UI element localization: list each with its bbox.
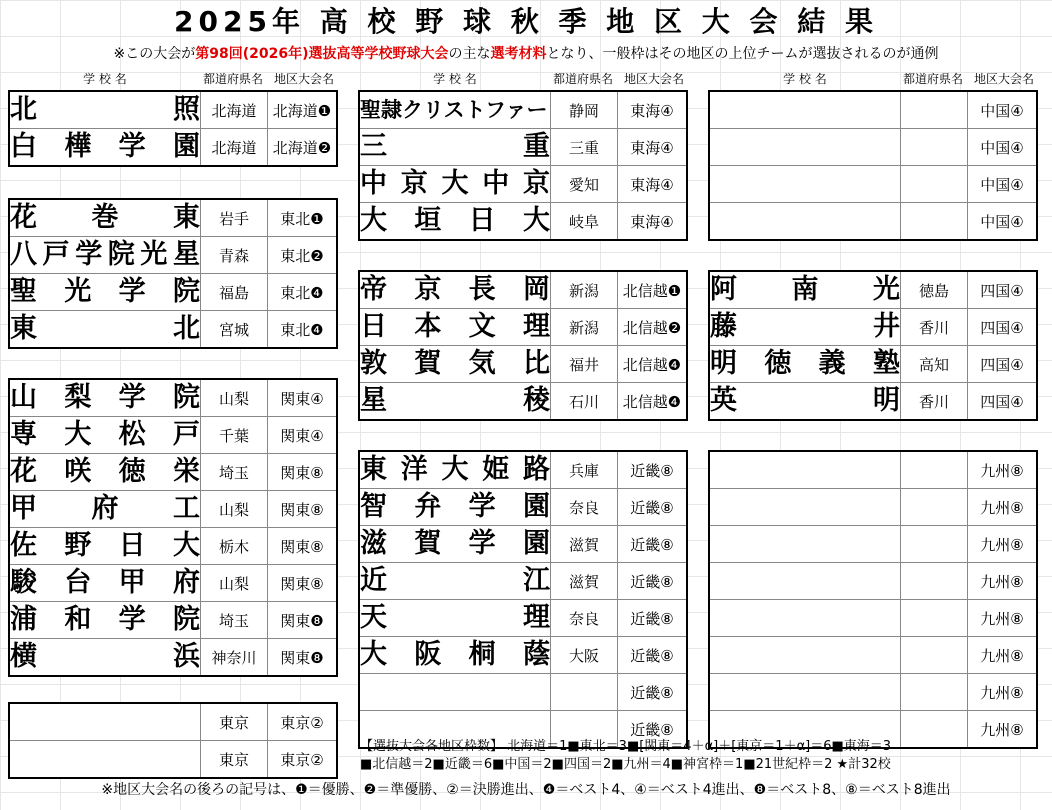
prefecture-cell: 東京	[201, 741, 268, 779]
prefecture-cell	[901, 563, 968, 600]
table-row	[359, 309, 687, 346]
school-name: 三 重	[360, 131, 550, 162]
school-group	[8, 90, 338, 167]
school-name-cell	[9, 311, 201, 349]
school-name-cell	[359, 489, 551, 526]
page-title: 2025年 高 校 野 球 秋 季 地 区 大 会 結 果	[174, 5, 878, 38]
table-row	[9, 379, 337, 417]
table-row	[359, 383, 687, 421]
table-row	[359, 563, 687, 600]
school-name: 聖隷クリストファー	[360, 98, 548, 122]
header-school-1: 学 校 名	[83, 72, 127, 86]
table-row	[359, 451, 687, 489]
header-region-3: 地区大会名	[973, 72, 1034, 86]
school-group	[358, 450, 688, 749]
table-row	[359, 526, 687, 563]
region-result-cell: 関東④	[268, 417, 338, 454]
school-name-cell	[9, 491, 201, 528]
table-row	[9, 528, 337, 565]
prefecture-cell	[901, 129, 968, 166]
region-result-cell: 関東⑧	[268, 528, 338, 565]
region-result-cell: 中国④	[968, 129, 1038, 166]
region-result-cell: 九州⑧	[968, 600, 1038, 637]
table-row	[709, 489, 1037, 526]
prefecture-cell: 香川	[901, 383, 968, 421]
table-row	[9, 639, 337, 677]
region-result-cell: 東北❶	[268, 199, 338, 237]
prefecture-cell: 新潟	[551, 309, 618, 346]
prefecture-cell: 滋賀	[551, 563, 618, 600]
table-row	[709, 637, 1037, 674]
region-result-cell: 近畿⑧	[618, 451, 688, 489]
region-result-cell: 九州⑧	[968, 489, 1038, 526]
school-name-cell	[9, 639, 201, 677]
school-name-cell	[709, 526, 901, 563]
school-name-cell	[9, 565, 201, 602]
table-row	[9, 703, 337, 741]
school-name: 佐 野 日 大	[10, 530, 200, 561]
region-result-cell: 関東⑧	[268, 454, 338, 491]
region-result-cell: 中国④	[968, 203, 1038, 241]
school-name: 東 洋 大 姫 路	[360, 454, 550, 485]
prefecture-cell	[551, 674, 618, 711]
prefecture-cell: 石川	[551, 383, 618, 421]
school-name-cell	[359, 563, 551, 600]
table-row	[359, 346, 687, 383]
school-name-cell	[709, 91, 901, 129]
school-name-cell	[359, 203, 551, 241]
school-name: 滋 賀 学 園	[360, 528, 550, 559]
table-row	[709, 600, 1037, 637]
prefecture-cell: 岐阜	[551, 203, 618, 241]
school-name-cell	[9, 91, 201, 129]
header-pref-3: 都道府県名	[902, 72, 963, 86]
region-result-cell: 四国④	[968, 309, 1038, 346]
school-name: 横 浜	[10, 641, 200, 672]
region-result-cell: 北海道❷	[268, 129, 338, 167]
table-row	[709, 271, 1037, 309]
table-row	[709, 526, 1037, 563]
region-result-cell: 九州⑧	[968, 526, 1038, 563]
school-name-cell	[359, 451, 551, 489]
school-name-cell	[9, 199, 201, 237]
prefecture-cell: 香川	[901, 309, 968, 346]
school-name: 専 大 松 戸	[10, 419, 200, 450]
subtitle: ※この大会が第98回(2026年)選抜高等学校野球大会の主な選考材料となり、一般枠はその地区の上位チームが選抜されるのが通例	[113, 46, 939, 62]
school-name-cell	[709, 271, 901, 309]
table-row	[9, 129, 337, 167]
school-name: 敦 賀 気 比	[360, 348, 550, 379]
region-result-cell: 北信越❹	[618, 383, 688, 421]
school-name-cell	[709, 346, 901, 383]
school-name-cell	[9, 237, 201, 274]
prefecture-cell: 愛知	[551, 166, 618, 203]
region-result-cell: 九州⑧	[968, 637, 1038, 674]
prefecture-cell	[901, 637, 968, 674]
region-result-cell: 北信越❹	[618, 346, 688, 383]
table-row	[9, 237, 337, 274]
prefecture-cell: 滋賀	[551, 526, 618, 563]
prefecture-cell	[901, 674, 968, 711]
region-result-cell: 四国④	[968, 383, 1038, 421]
table-row	[9, 199, 337, 237]
school-name: 大 阪 桐 蔭	[360, 639, 550, 670]
school-name: 日 本 文 理	[360, 311, 550, 342]
prefecture-cell: 新潟	[551, 271, 618, 309]
school-group	[8, 378, 338, 677]
prefecture-cell: 北海道	[201, 129, 268, 167]
school-name-cell	[9, 379, 201, 417]
header-pref-1: 都道府県名	[202, 72, 263, 86]
region-result-cell: 東海④	[618, 203, 688, 241]
prefecture-cell	[901, 91, 968, 129]
table-row	[9, 491, 337, 528]
region-result-cell: 関東⑧	[268, 565, 338, 602]
prefecture-cell: 山梨	[201, 379, 268, 417]
table-row	[709, 309, 1037, 346]
school-name: 花 巻 東	[10, 202, 200, 233]
school-name-cell	[709, 451, 901, 489]
table-row	[359, 203, 687, 241]
table-row	[359, 600, 687, 637]
school-group	[358, 270, 688, 421]
school-name-cell	[709, 674, 901, 711]
region-result-cell: 東海④	[618, 166, 688, 203]
prefecture-cell: 埼玉	[201, 454, 268, 491]
header-region-2: 地区大会名	[623, 72, 684, 86]
footnote: ※地区大会名の後ろの記号は、❶＝優勝、❷＝準優勝、②＝決勝進出、❹＝ベスト4、④＝ベスト4進出、❽＝ベスト8、⑧＝ベスト8進出	[101, 782, 951, 798]
school-name: 駿 台 甲 府	[10, 567, 200, 598]
school-name-cell	[709, 203, 901, 241]
school-name: 花 咲 徳 栄	[10, 456, 200, 487]
table-row	[709, 674, 1037, 711]
school-name: 星 稜	[360, 385, 550, 416]
header-pref-2: 都道府県名	[552, 72, 613, 86]
school-name: 聖 光 学 院	[10, 276, 200, 307]
prefecture-cell	[901, 451, 968, 489]
school-group	[708, 450, 1038, 749]
region-result-cell: 東京②	[268, 741, 338, 779]
prefecture-cell: 埼玉	[201, 602, 268, 639]
table-row	[709, 91, 1037, 129]
table-row	[9, 454, 337, 491]
school-name-cell	[359, 346, 551, 383]
school-name-cell	[9, 741, 201, 779]
region-result-cell: 北海道❶	[268, 91, 338, 129]
prefecture-cell: 宮城	[201, 311, 268, 349]
school-name-cell	[709, 309, 901, 346]
school-name-cell	[9, 703, 201, 741]
prefecture-cell: 岩手	[201, 199, 268, 237]
region-result-cell: 近畿⑧	[618, 674, 688, 711]
prefecture-cell: 奈良	[551, 600, 618, 637]
table-row	[359, 674, 687, 711]
school-name-cell	[709, 129, 901, 166]
table-row	[359, 271, 687, 309]
school-name-cell	[359, 526, 551, 563]
table-row	[9, 565, 337, 602]
prefecture-cell: 千葉	[201, 417, 268, 454]
table-row	[709, 451, 1037, 489]
table-row	[709, 129, 1037, 166]
school-name-cell	[709, 563, 901, 600]
school-name: 天 理	[360, 602, 550, 633]
prefecture-cell: 福井	[551, 346, 618, 383]
table-row	[359, 129, 687, 166]
header-region-1: 地区大会名	[273, 72, 334, 86]
school-name-cell	[9, 129, 201, 167]
table-row	[359, 166, 687, 203]
school-name: 八 戸 学 院 光 星	[10, 239, 200, 270]
prefecture-cell: 三重	[551, 129, 618, 166]
school-name-cell	[359, 271, 551, 309]
table-row	[709, 166, 1037, 203]
prefecture-cell: 山梨	[201, 565, 268, 602]
prefecture-cell: 山梨	[201, 491, 268, 528]
prefecture-cell: 東京	[201, 703, 268, 741]
school-name-cell	[709, 166, 901, 203]
region-result-cell: 関東⑧	[268, 491, 338, 528]
region-result-cell: 近畿⑧	[618, 563, 688, 600]
school-name-cell	[709, 637, 901, 674]
table-row	[9, 741, 337, 779]
school-group	[8, 198, 338, 349]
region-result-cell: 中国④	[968, 166, 1038, 203]
region-result-cell: 九州⑧	[968, 711, 1038, 749]
table-row	[9, 91, 337, 129]
table-row	[359, 637, 687, 674]
region-result-cell: 関東❽	[268, 602, 338, 639]
region-result-cell: 関東❽	[268, 639, 338, 677]
school-name-cell	[709, 383, 901, 421]
school-name: 東 北	[10, 313, 200, 344]
region-result-cell: 四国④	[968, 271, 1038, 309]
school-name-cell	[9, 274, 201, 311]
prefecture-cell: 北海道	[201, 91, 268, 129]
school-name-cell	[359, 600, 551, 637]
region-result-cell: 東海④	[618, 91, 688, 129]
school-name: 中 京 大 中 京	[360, 168, 550, 199]
quota-note	[360, 738, 1050, 774]
school-name: 山 梨 学 院	[10, 382, 200, 413]
school-name-cell	[9, 602, 201, 639]
school-name: 大 垣 日 大	[360, 205, 550, 236]
region-result-cell: 近畿⑧	[618, 526, 688, 563]
school-name-cell	[359, 637, 551, 674]
prefecture-cell: 福島	[201, 274, 268, 311]
school-name: 白 樺 学 園	[10, 131, 200, 162]
school-name-cell	[359, 309, 551, 346]
prefecture-cell: 奈良	[551, 489, 618, 526]
table-row	[9, 602, 337, 639]
school-name: 明 徳 義 塾	[710, 348, 900, 379]
table-row	[709, 203, 1037, 241]
prefecture-cell	[901, 489, 968, 526]
school-name-cell	[709, 489, 901, 526]
quota-line-1: 【選抜大会各地区枠数】 北海道＝1■東北＝3■[関東＝4＋α]＋[東京＝1＋α]＝6■東海＝3	[360, 739, 892, 754]
prefecture-cell	[901, 600, 968, 637]
school-name-cell	[359, 91, 551, 129]
table-row	[709, 383, 1037, 421]
school-name: 英 明	[710, 385, 900, 416]
table-row	[709, 563, 1037, 600]
region-result-cell: 近畿⑧	[618, 600, 688, 637]
prefecture-cell: 静岡	[551, 91, 618, 129]
prefecture-cell	[901, 166, 968, 203]
school-name: 近 江	[360, 565, 550, 596]
school-name: 北 照	[10, 94, 200, 125]
region-result-cell: 北信越❷	[618, 309, 688, 346]
school-group	[708, 90, 1038, 241]
region-result-cell: 九州⑧	[968, 451, 1038, 489]
region-result-cell: 東京②	[268, 703, 338, 741]
prefecture-cell: 徳島	[901, 271, 968, 309]
prefecture-cell: 大阪	[551, 637, 618, 674]
header-school-3: 学 校 名	[783, 72, 827, 86]
school-name: 浦 和 学 院	[10, 604, 200, 635]
region-result-cell: 近畿⑧	[618, 637, 688, 674]
region-result-cell: 東海④	[618, 129, 688, 166]
table-row	[359, 489, 687, 526]
school-name: 阿 南 光	[710, 274, 900, 305]
prefecture-cell: 神奈川	[201, 639, 268, 677]
prefecture-cell	[901, 203, 968, 241]
prefecture-cell	[901, 526, 968, 563]
region-result-cell: 中国④	[968, 91, 1038, 129]
prefecture-cell: 兵庫	[551, 451, 618, 489]
region-result-cell: 四国④	[968, 346, 1038, 383]
school-name-cell	[9, 417, 201, 454]
school-group	[8, 702, 338, 779]
prefecture-cell: 高知	[901, 346, 968, 383]
region-result-cell: 九州⑧	[968, 674, 1038, 711]
school-name: 甲 府 工	[10, 493, 200, 524]
region-result-cell: 東北❷	[268, 237, 338, 274]
school-group	[708, 270, 1038, 421]
school-name-cell	[359, 129, 551, 166]
school-name-cell	[9, 454, 201, 491]
region-result-cell: 近畿⑧	[618, 489, 688, 526]
school-name-cell	[359, 383, 551, 421]
region-result-cell: 近畿⑧	[618, 711, 688, 749]
prefecture-cell: 青森	[201, 237, 268, 274]
school-name-cell	[709, 600, 901, 637]
header-school-2: 学 校 名	[433, 72, 477, 86]
school-name-cell	[9, 528, 201, 565]
school-name: 藤 井	[710, 311, 900, 342]
prefecture-cell: 栃木	[201, 528, 268, 565]
school-name: 帝 京 長 岡	[360, 274, 550, 305]
school-name-cell	[359, 674, 551, 711]
table-row	[709, 346, 1037, 383]
quota-line-2: ■北信越＝2■近畿＝6■中国＝2■四国＝2■九州＝4■神宮枠＝1■21世紀枠＝2 ★計32校	[360, 757, 891, 772]
table-row	[359, 91, 687, 129]
region-result-cell: 関東④	[268, 379, 338, 417]
region-result-cell: 東北❹	[268, 274, 338, 311]
table-row	[9, 274, 337, 311]
school-group	[358, 90, 688, 241]
region-result-cell: 九州⑧	[968, 563, 1038, 600]
school-name: 智 弁 学 園	[360, 491, 550, 522]
region-result-cell: 北信越❶	[618, 271, 688, 309]
school-name-cell	[359, 166, 551, 203]
table-row	[9, 311, 337, 349]
table-row	[9, 417, 337, 454]
region-result-cell: 東北❹	[268, 311, 338, 349]
